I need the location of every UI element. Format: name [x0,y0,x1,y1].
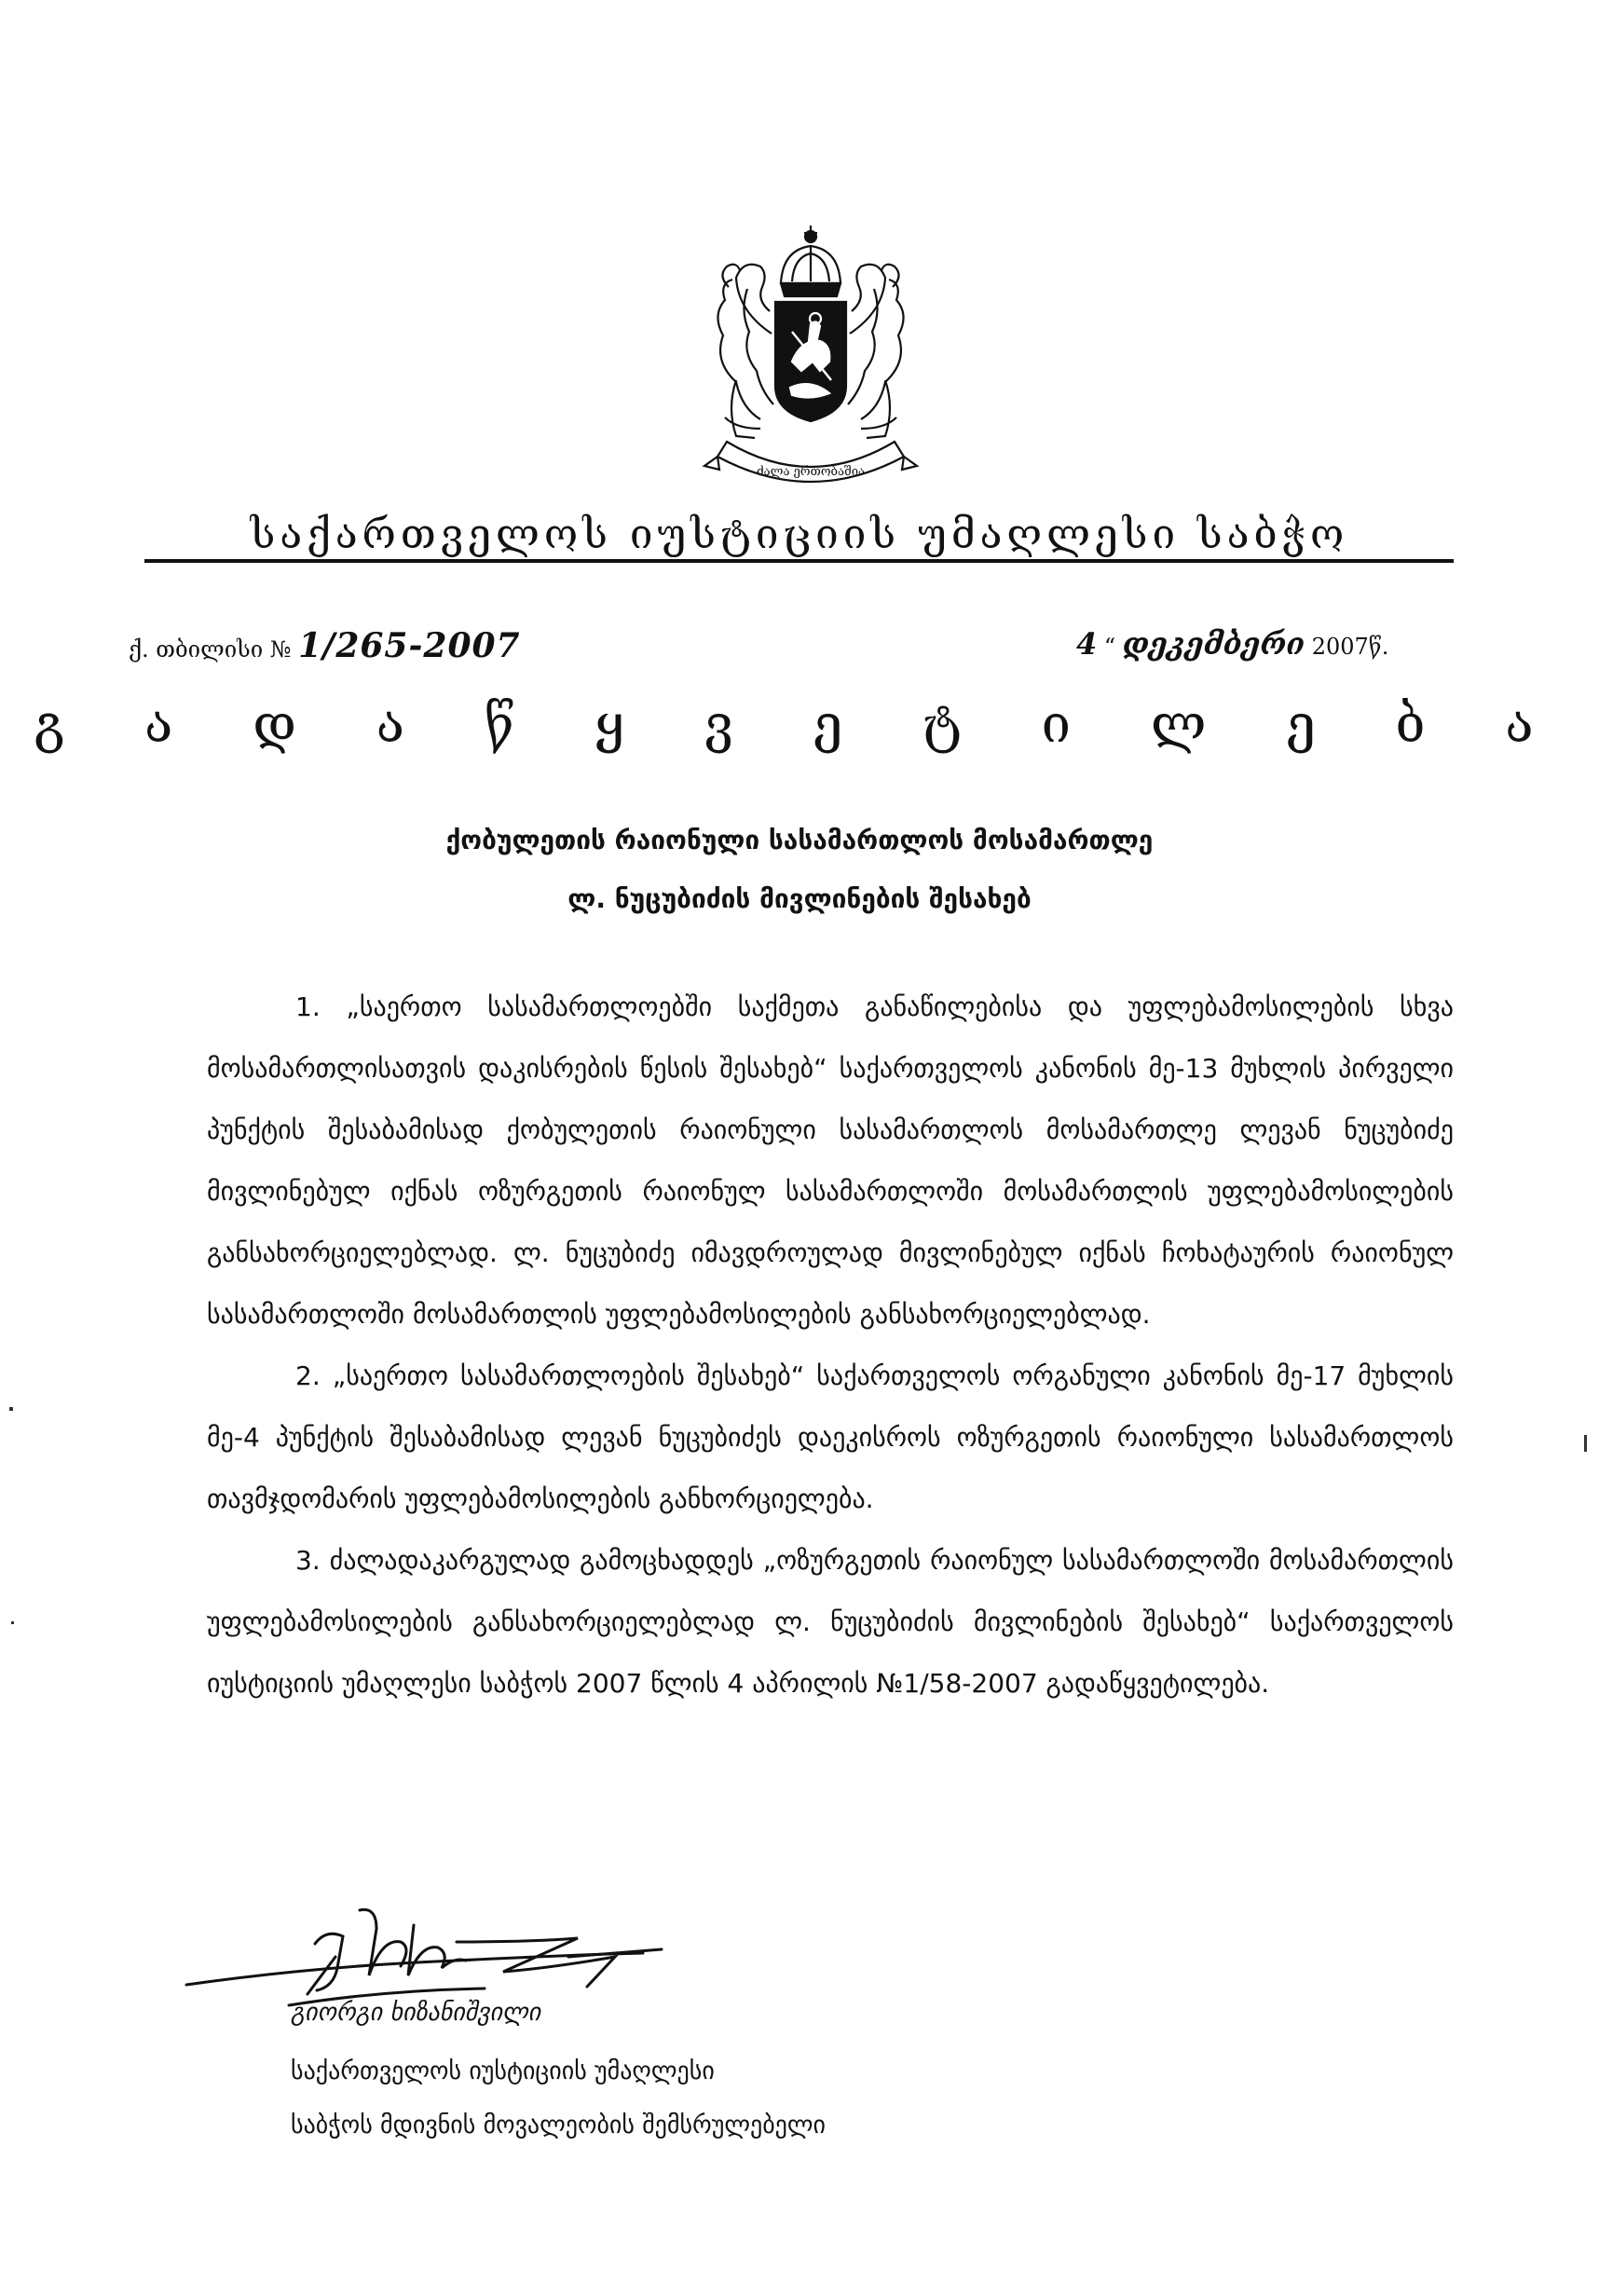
signer-role-line-2: საბჭოს მდივნის მოვალეობის შემსრულებელი [291,2112,826,2139]
number-sign: № [269,636,292,663]
emblem-motto: ძალა ერთობაშია [756,465,866,479]
decision-body [207,977,1454,1715]
organization-title: საქართველოს იუსტიციის უმაღლესი საბჭო [250,511,1349,558]
paragraph-1: 1. „საერთო სასამართლოებში საქმეთა განაწილებისა და უფლებამოსილების სხვა მოსამართლისათვის დაკისრების წესის შესახებ“ საქართველოს კანონის მე-13 მუხლის პირველი პუნქტის შესაბამისად ქობულეთის რაიონული სასამართლოს მოსამართლე ლევან ნუცუბიძე მივლინებულ იქნას ოზურგეთის რაიონულ სასამართლოში მოსამართლის უფლებამოსილების განსახორციელებლად. ლ. ნუცუბიძე იმავდროულად მივლინებულ იქნას ჩოხატაურის რაიონულ სასამართლოში მოსამართლის უფლებამოსილების განსახორციელებლად. [207,991,1454,1330]
subtitle-line-2: ლ. ნუცუბიძის მივლინების შესახებ [567,883,1032,914]
scan-speck [9,1407,13,1411]
date-year: 2007 [1311,634,1369,660]
date-day: 4 [1076,626,1098,662]
signer-name: გიორგი ხიზანიშვილი [291,1999,541,2027]
city-label: ქ. თბილისი [129,636,264,663]
subtitle-line-1: ქობულეთის რაიონული სასამართლოს მოსამართლე [445,825,1154,855]
coat-of-arms-icon [671,222,950,492]
header-divider [144,559,1454,563]
signer-role-line-1: საქართველოს იუსტიციის უმაღლესი [291,2057,715,2085]
document-number: 1/265-2007 [298,626,521,665]
scan-speck [1584,1435,1587,1452]
paragraph-2: 2. „საერთო სასამართლოების შესახებ“ საქართველოს ორგანული კანონის მე-17 მუხლის მე-4 პუნქტის შესაბამისად ლევან ნუცუბიძეს დაეკისროს ოზურგეთის რაიონული სასამართლოს თავმჯდომარის უფლებამოსილების განხორციელება. [207,1360,1454,1514]
date-suffix: წ. [1368,634,1389,660]
document-type-title: გ ა დ ა წ ყ ვ ე ტ ი ლ ე ბ ა [34,694,1565,755]
document-date: 4 “ დეკემბერი 2007წ. [1076,626,1389,662]
paragraph-3: 3. ძალადაკარგულად გამოცხადდეს „ოზურგეთის რაიონულ სასამართლოში მოსამართლის უფლებამოსილების განსახორციელებლად ლ. ნუცუბიძის მივლინების შესახებ“ საქართველოს იუსტიციის უმაღლესი საბჭოს 2007 წლის 4 აპრილის №1/58-2007 გადაწყვეტილება. [207,1545,1454,1699]
scan-speck [11,1621,14,1624]
date-month: დეკემბერი [1122,626,1305,662]
document-city-number [129,626,521,665]
